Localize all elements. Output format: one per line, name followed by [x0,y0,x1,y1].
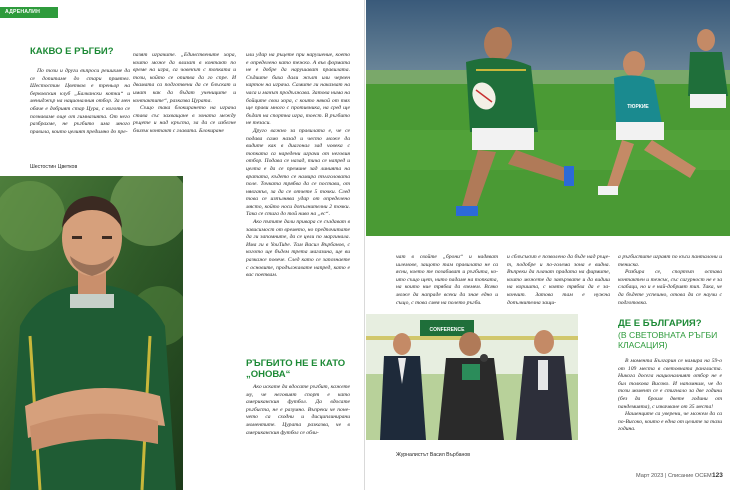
column-paragraph: пазят играчите. „Единствените хора, които може да влизат в контакт по време на игра, са човекът с топката и този, който се опитва да го спре. И двамата са подготвени да се блъскат и имат как да бъдат учениците и контактите“, разказва Цурата. [133,52,236,104]
page-gutter [364,0,365,490]
heading-not-like-onova: РЪГБИТО НЕ Е КАТО „ОНОВА“ [246,358,346,380]
column-paragraph: и сблъсъкът е позволено да бъде над ръцет, подобре и по-голема зона е видна. Въпреки да плачат прадата на фирмите, които можете да завързвате и да видиш на коришта, с която трябва да е закончит. Затова там е нужна допълнителна защи- [507,254,610,306]
column-paragraph: В момента България се намира на 59-о от 109 места в световната ранглиста. Никога досега националният отбор не е бил толкова Високо. И напомним, че до този момент се е стигнало за две години (без да броим двете години от пандемията), с изкачване от 35 места! [618,358,722,410]
column-5 [507,254,610,307]
rugby-action-photo [366,0,730,236]
column-1 [30,68,130,136]
opponent-jersey-text: ТЮРКИЕ [627,104,649,110]
column-6-continued [618,358,722,434]
heading-where-is-bulgaria-sub: (В СВЕТОВНАТА РЪГБИ КЛАСАЦИЯ) [618,330,718,350]
page-number: 123 [712,472,723,479]
journalist-photo [366,314,578,440]
column-paragraph: чат в свойте „брони“ и надяват шлемове, защото там правилата не са ясни, което те позабиват и ръгбита, които също щет, нито падаме на топката, на които ние трябва да вземем. Всяко може да напраде всеки да знае едно и също, с това смея на полето ръгби. [396,254,498,306]
column-paragraph: Разбира се, спортът остава контактен и тежък, със сигурност не е за слабаци, но и е най-добрият тип. Така, че да бъдете успешно, отова да се научи с подготовка. [618,269,722,306]
column-paragraph: Друго важно за правилата е, че се подава само назад и често може да видите как в диагонал зад човека с топката са наредени играчи от неговия отбор. Подава се назад, тича се напред и целта е да се премине зад линията на вратата, където се намира тъчголовата поле. Точката трябва да се постави, от нявгакъв, за да се отчете 5 точки. След това се изпълнява удар от определено място, който носи допълнителни 2 точки. Така се стига до той ниво на „ес“. [246,127,350,218]
journalist-caption: Журналистът Васил Върбанов [396,452,470,458]
column-paragraph: а ръгбистите играят по къси панталони и тениска. [618,254,722,268]
player-portrait-photo [0,176,183,490]
column-paragraph: Също така блокирането на играча става със захващане в зоната между ръцете и над кръста, за да се избегне близък контакт с главата. Блокиране [133,105,236,134]
column-3 [246,52,350,280]
section-tag: АДРЕНАЛИН [0,7,58,18]
column-2 [133,52,236,136]
column-paragraph: Нашенците са уверени, че можем да са по-Високо, които е една от целите за тази година. [618,411,722,433]
column-4 [396,254,498,307]
column-paragraph: По този и други въпроси решихме да се допитаме до стари приятел. Шестостин Цветков е треньор на берковския клуб „Балкански котки“ и мениджър на националния отбор. За мен обаче е добрият стар Цура, с когото се познаваме още от гимназията. От него разбрахме, не ръгбито има много правила, които целият предимно до пре- [30,68,130,135]
column-paragraph: Ако искате да вдосате ръгбит, кажете му, че неговият спорт е като американския футбол. Да вдосате ръгбиста, не е разумно. Въпреки че понечето са сходни и дисциплинирани моментите. Цурата разказва, че в американския футбол се обли- [246,384,350,436]
column-3-continued [246,384,350,437]
column-paragraph: Ако пътите дали привара се създават в зависимост от времето, но предпочитате да ги запомните, да се цели по маргинала. Има ги в YouTube. Там Васил Върбанов, с когото ще бъдем трета магазина, ще ви разкаже повече. След като се запознаете с основите, продължавате напред, като е вас поетвам. [246,219,350,279]
banner-text: CONFERENCE [429,327,465,333]
column-6 [618,254,722,307]
footer-issue: Март 2023 | Списание ОСЕМ [636,473,712,479]
column-paragraph: или удар на ръцете при нарушение, което е определено като тежко. А във формата не е добре да нарушават правилата. Съдиите биха дали жълт или червен картон на играча. Самите ги наказват на часа и мачът продължава. Затова нима на бойците свои хора, с които някой от тях ще прави много с противника, на сред ще бъдат на спортна игра, тоест. В ръгбито не тезаси. [246,52,350,127]
heading-where-is-bulgaria: ДЕ Е БЪЛГАРИЯ? [618,318,702,329]
player-portrait-caption: Шестостин Цветков [30,164,78,170]
heading-what-is-rugby: КАКВО Е РЪГБИ? [30,46,114,57]
